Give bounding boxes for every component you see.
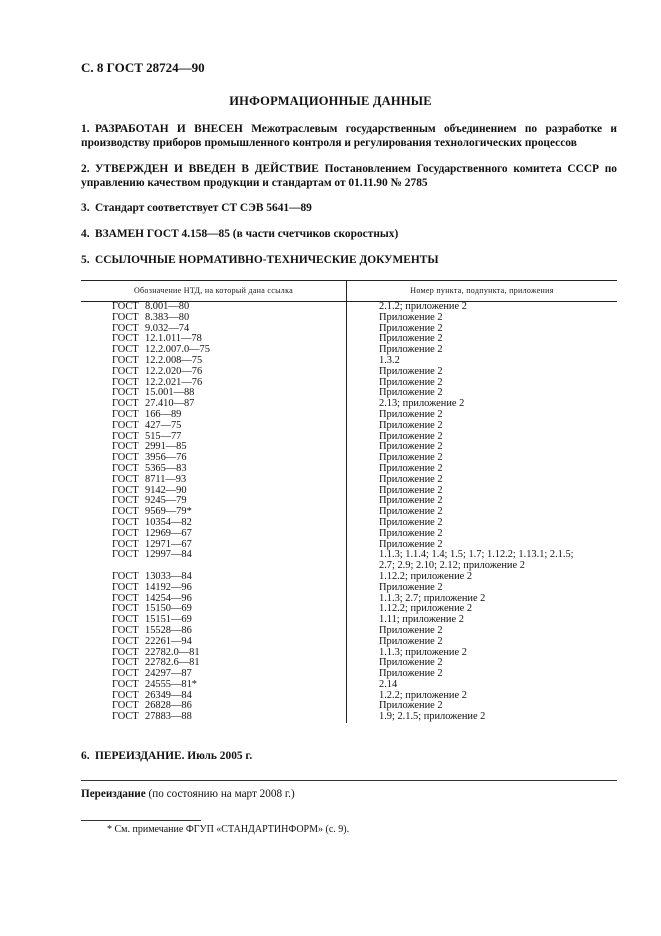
reference-cell: Приложение 2 [379, 506, 443, 518]
reprint-label: Переиздание [81, 788, 146, 800]
item-text: ПЕРЕИЗДАНИЕ. Июль 2005 г. [95, 750, 253, 762]
gost-prefix: ГОСТ [112, 495, 139, 507]
document-cell [81, 637, 346, 648]
reference-cell: 2.1.2; приложение 2 [379, 301, 467, 312]
document-number: 15.001—88 [145, 387, 195, 399]
document-cell [81, 712, 346, 723]
reference-cell: Приложение 2 [379, 624, 443, 636]
column-header-reference: Номер пункта, подпункта, приложения [410, 286, 554, 295]
reprint-note [81, 788, 295, 800]
reference-cell: Приложение 2 [379, 311, 443, 323]
gost-prefix: ГОСТ [112, 570, 139, 582]
item-text: Стандарт соответствует СТ СЭВ 5641—89 [95, 202, 312, 214]
document-number: 166—89 [145, 408, 182, 420]
gost-prefix: ГОСТ [112, 301, 139, 312]
gost-prefix: ГОСТ [112, 646, 139, 658]
document-number: 9142—90 [145, 484, 187, 496]
gost-prefix: ГОСТ [112, 419, 139, 431]
reference-cell: 2.13; приложение 2 [379, 398, 465, 410]
document-cell [81, 421, 346, 432]
document-number: 22782.0—81 [145, 646, 200, 658]
reference-cell: Приложение 2 [379, 344, 443, 356]
reference-cell: Приложение 2 [379, 635, 443, 647]
item-number: 1. [81, 123, 90, 135]
reference-cell: 1.1.3; приложение 2 [379, 646, 467, 658]
gost-prefix: ГОСТ [112, 398, 139, 410]
document-number: 27.410—87 [145, 398, 195, 410]
document-number: 12.1.011—78 [145, 333, 202, 345]
item-text: УТВЕРЖДЕН И ВВЕДЕН В ДЕЙСТВИЕ Постановлением Государственного комитета СССР по управлению качеством продукции и стандартам от 01.11.90 № 2785 [81, 163, 617, 189]
divider [81, 780, 617, 781]
gost-prefix: ГОСТ [112, 668, 139, 680]
gost-prefix: ГОСТ [112, 603, 139, 615]
gost-prefix: ГОСТ [112, 657, 139, 669]
reference-cell: 1.3.2 [379, 354, 400, 366]
gost-prefix: ГОСТ [112, 711, 139, 723]
gost-prefix: ГОСТ [112, 678, 139, 690]
reference-cell: Приложение 2 [379, 419, 443, 431]
reference-cell: Приложение 2 [379, 538, 443, 550]
gost-prefix: ГОСТ [112, 441, 139, 453]
reference-cell: Приложение 2 [379, 527, 443, 539]
gost-prefix: ГОСТ [112, 462, 139, 474]
info-item-5 [81, 253, 617, 267]
reissue-item [81, 750, 252, 762]
document-number: 24555—81* [145, 678, 197, 690]
document-cell [81, 583, 346, 594]
reference-cell: Приложение 2 [379, 473, 443, 485]
gost-prefix: ГОСТ [112, 689, 139, 701]
reference-cell: Приложение 2 [379, 322, 443, 334]
reference-cell: Приложение 2 [379, 387, 443, 399]
reprint-date: (по состоянию на март 2008 г.) [145, 788, 295, 800]
reference-cell: Приложение 2 [379, 408, 443, 420]
document-number: 14192—96 [145, 581, 192, 593]
gost-prefix: ГОСТ [112, 527, 139, 539]
reference-cell: Приложение 2 [379, 484, 443, 496]
gost-prefix: ГОСТ [112, 614, 139, 626]
reference-cell: 2.14 [379, 678, 398, 690]
document-number: 9.032—74 [145, 322, 190, 334]
reference-cell: 1.1.3; 2.7; приложение 2 [379, 592, 486, 604]
reference-cell: 1.12.2; приложение 2 [379, 570, 473, 582]
document-cell [81, 313, 346, 324]
gost-prefix: ГОСТ [112, 408, 139, 420]
document-title: ИНФОРМАЦИОННЫЕ ДАННЫЕ [229, 94, 432, 108]
document-number: 12.2.020—76 [145, 365, 203, 377]
document-number: 12971—67 [145, 538, 192, 550]
document-number: 24297—87 [145, 668, 192, 680]
document-number: 10354—82 [145, 516, 192, 528]
reference-cell: Приложение 2 [379, 452, 443, 464]
gost-prefix: ГОСТ [112, 322, 139, 334]
item-number: 5. [81, 254, 90, 266]
reference-cell: 1.11; приложение 2 [379, 614, 464, 626]
document-number: 9569—79* [145, 506, 192, 518]
reference-cell: 1.9; 2.1.5; приложение 2 [379, 711, 486, 723]
reference-cell: Приложение 2 [379, 668, 443, 680]
document-number: 15150—69 [145, 603, 192, 615]
column-header-document: Обозначение НТД, на который дана ссылка [81, 281, 347, 301]
gost-prefix: ГОСТ [112, 376, 139, 388]
gost-prefix: ГОСТ [112, 365, 139, 377]
document-cell [81, 550, 346, 572]
footnote: * См. примечание ФГУП «СТАНДАРТИНФОРМ» (с. 9). [107, 824, 350, 835]
table-body [81, 302, 617, 723]
reference-cell: Приложение 2 [379, 430, 443, 442]
document-number: 9245—79 [145, 495, 187, 507]
info-item-3 [81, 201, 617, 215]
gost-prefix: ГОСТ [112, 581, 139, 593]
document-number: 12997—84 [145, 549, 192, 561]
reference-cell: Приложение 2 [379, 700, 443, 712]
reference-cell: Приложение 2 [379, 657, 443, 669]
gost-prefix: ГОСТ [112, 506, 139, 518]
table-row [81, 712, 617, 723]
footnote-divider [81, 820, 201, 821]
document-number: 12.2.007.0—75 [145, 344, 210, 356]
document-cell [81, 475, 346, 486]
item-number: 3. [81, 202, 90, 214]
reference-cell: Приложение 2 [379, 462, 443, 474]
document-cell [81, 367, 346, 378]
references-table [81, 280, 617, 723]
document-number: 26828—86 [145, 700, 192, 712]
document-number: 13033—84 [145, 570, 192, 582]
document-number: 3956—76 [145, 452, 187, 464]
document-number: 27883—88 [145, 711, 192, 723]
gost-prefix: ГОСТ [112, 452, 139, 464]
document-number: 22782.6—81 [145, 657, 200, 669]
gost-prefix: ГОСТ [112, 344, 139, 356]
gost-prefix: ГОСТ [112, 311, 139, 323]
reference-cell: Приложение 2 [379, 365, 443, 377]
page-header: С. 8 ГОСТ 28724—90 [81, 60, 205, 75]
document-number: 515—77 [145, 430, 182, 442]
gost-prefix: ГОСТ [112, 387, 139, 399]
gost-prefix: ГОСТ [112, 484, 139, 496]
document-number: 12.2.008—75 [145, 354, 203, 366]
document-number: 427—75 [145, 419, 182, 431]
reference-cell: Приложение 2 [379, 581, 443, 593]
document-number: 8711—93 [145, 473, 187, 485]
gost-prefix: ГОСТ [112, 473, 139, 485]
reference-cell: 1.1.3; 1.1.4; 1.4; 1.5; 1.7; 1.12.2; 1.13.1; 2.1.5; 2.7; 2.9; 2.10; 2.12; приложение 2 [379, 549, 574, 572]
reference-cell: Приложение 2 [379, 516, 443, 528]
item-text: РАЗРАБОТАН И ВНЕСЕН Межотраслевым государственным объединением по разработке и производству приборов промышленного контроля и регулирования технологических процессов [81, 123, 617, 149]
gost-prefix: ГОСТ [112, 592, 139, 604]
gost-prefix: ГОСТ [112, 430, 139, 442]
info-item-2 [81, 162, 617, 190]
reference-cell: Приложение 2 [379, 376, 443, 388]
item-number: 6. [81, 750, 90, 762]
info-item-1 [81, 122, 617, 150]
document-number: 22261—94 [145, 635, 192, 647]
document-number: 15151—69 [145, 614, 192, 626]
reference-cell: Приложение 2 [379, 495, 443, 507]
item-text: ССЫЛОЧНЫЕ НОРМАТИВНО-ТЕХНИЧЕСКИЕ ДОКУМЕНТЫ [95, 254, 439, 266]
item-number: 2. [81, 163, 90, 175]
gost-prefix: ГОСТ [112, 354, 139, 366]
gost-prefix: ГОСТ [112, 635, 139, 647]
reference-cell: 1.12.2; приложение 2 [379, 603, 473, 615]
reference-cell: Приложение 2 [379, 333, 443, 345]
document-number: 8.383—80 [145, 311, 190, 323]
document-number: 8.001—80 [145, 301, 190, 312]
item-text: ВЗАМЕН ГОСТ 4.158—85 (в части счетчиков скоростных) [95, 228, 399, 240]
gost-prefix: ГОСТ [112, 549, 139, 561]
document-number: 15528—86 [145, 624, 192, 636]
reference-cell: 1.2.2; приложение 2 [379, 689, 467, 701]
gost-prefix: ГОСТ [112, 538, 139, 550]
gost-prefix: ГОСТ [112, 624, 139, 636]
document-number: 26349—84 [145, 689, 192, 701]
document-number: 14254—96 [145, 592, 192, 604]
table-header [81, 280, 617, 302]
gost-prefix: ГОСТ [112, 700, 139, 712]
table-row [81, 550, 617, 572]
gost-prefix: ГОСТ [112, 516, 139, 528]
document-number: 5365—83 [145, 462, 187, 474]
document-number: 2991—85 [145, 441, 187, 453]
gost-prefix: ГОСТ [112, 333, 139, 345]
info-item-4 [81, 227, 617, 241]
document-cell [81, 529, 346, 540]
document-number: 12.2.021—76 [145, 376, 203, 388]
document-number: 12969—67 [145, 527, 192, 539]
reference-cell: Приложение 2 [379, 441, 443, 453]
item-number: 4. [81, 228, 90, 240]
